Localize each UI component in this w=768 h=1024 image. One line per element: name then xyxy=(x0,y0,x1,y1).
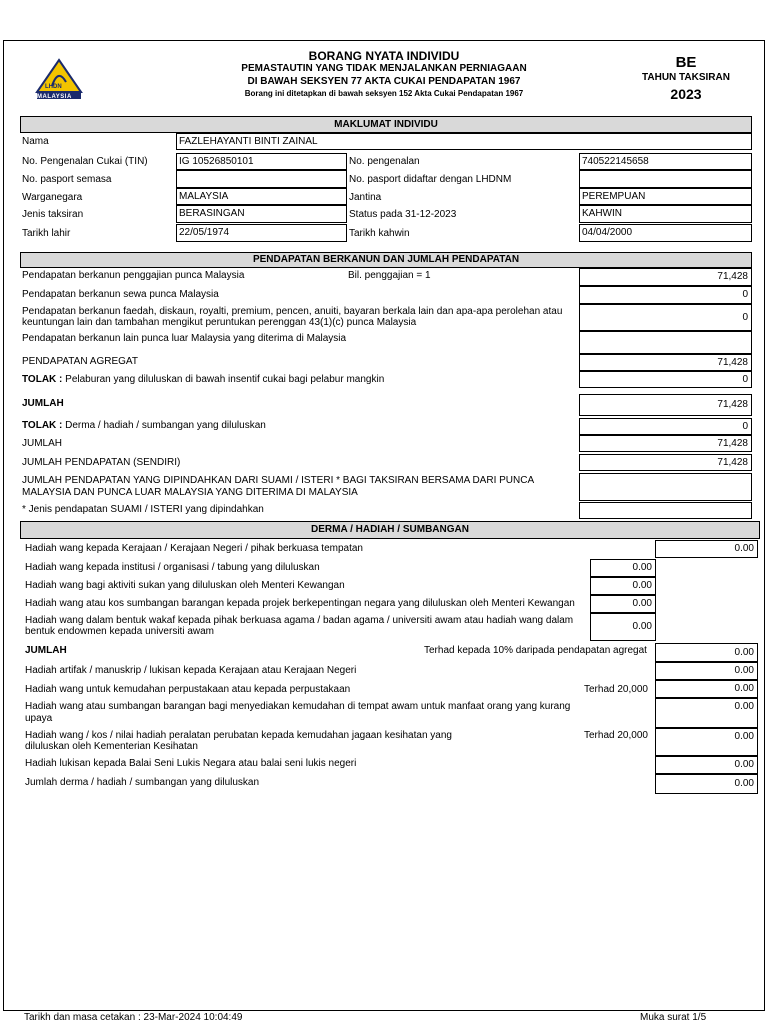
logo-text: LHDN xyxy=(45,84,62,90)
pendapatan-agregat-value: 71,428 xyxy=(579,354,752,371)
derma-lukisan-label: Hadiah lukisan kepada Balai Seni Lukis Negara atau balai seni lukis negeri xyxy=(25,758,357,769)
tolak-derma-label xyxy=(22,420,266,432)
jantina-label: Jantina xyxy=(349,192,382,203)
derma-institusi-label: Hadiah wang kepada institusi / organisasi / tabung yang diluluskan xyxy=(25,562,320,573)
derma-jumlah-note: Terhad kepada 10% daripada pendapatan agregat xyxy=(424,645,647,656)
pendapatan-sewa-value: 0 xyxy=(579,286,752,304)
kahwin-value: 04/04/2000 xyxy=(579,224,752,242)
form-subtitle-2: DI BAWAH SEKSYEN 77 AKTA CUKAI PENDAPATAN 1967 xyxy=(247,76,521,87)
jumlah-1-value: 71,428 xyxy=(579,394,752,416)
derma-artifak-value: 0.00 xyxy=(655,662,758,680)
section-header-maklumat: MAKLUMAT INDIVIDU xyxy=(20,116,752,133)
jenis-pindahan-value xyxy=(579,502,752,519)
tin-value: IG 10526850101 xyxy=(176,153,347,170)
pengenalan-label: No. pengenalan xyxy=(349,156,420,167)
taksiran-label: Jenis taksiran xyxy=(22,209,84,220)
jumlah-pindahan-value xyxy=(579,473,752,501)
jumlah-sendiri-label: JUMLAH PENDAPATAN (SENDIRI) xyxy=(22,457,181,468)
bil-penggajian: Bil. penggajian = 1 xyxy=(348,270,431,281)
status-label: Status pada 31-12-2023 xyxy=(349,209,457,220)
lahir-value: 22/05/1974 xyxy=(176,224,347,242)
derma-projek-value: 0.00 xyxy=(590,595,656,613)
pengenalan-value: 740522145658 xyxy=(579,153,752,170)
jumlah-2-label: JUMLAH xyxy=(22,438,63,449)
taksiran-value: BERASINGAN xyxy=(176,205,347,223)
pasport-label: No. pasport semasa xyxy=(22,174,112,185)
pasport-lhdn-value xyxy=(579,170,752,188)
derma-artifak-label: Hadiah artifak / manuskrip / lukisan kepada Kerajaan atau Kerajaan Negeri xyxy=(25,665,357,676)
jantina-value: PEREMPUAN xyxy=(579,188,752,205)
form-subtitle-3: Borang ini ditetapkan di bawah seksyen 152 Akta Cukai Pendapatan 1967 xyxy=(244,89,524,98)
tolak-derma-text: Derma / hadiah / sumbangan yang diluluskan xyxy=(62,420,266,431)
derma-institusi-value: 0.00 xyxy=(590,559,656,577)
print-timestamp: Tarikh dan masa cetakan : 23-Mar-2024 10:04:49 xyxy=(24,1012,243,1023)
lahir-label: Tarikh lahir xyxy=(22,228,71,239)
section-header-pendapatan: PENDAPATAN BERKANUN DAN JUMLAH PENDAPATAN xyxy=(20,252,752,268)
jumlah-sendiri-value: 71,428 xyxy=(579,454,752,471)
tolak-pelaburan-label xyxy=(22,374,384,386)
jenis-pindahan-label: * Jenis pendapatan SUAMI / ISTERI yang dipindahkan xyxy=(22,504,264,515)
pendapatan-faedah-label: Pendapatan berkanun faedah, diskaun, royalti, premium, pencen, anuiti, bayaran berkala lain dan apa-apa perolehan atau keuntungan lain dan tambahan mengikut peruntukan perenggan 43(1)(c) punca Malaysia xyxy=(22,306,563,328)
derma-sukan-label: Hadiah wang bagi aktiviti sukan yang diluluskan oleh Menteri Kewangan xyxy=(25,580,345,591)
status-value: KAHWIN xyxy=(579,205,752,223)
derma-kerajaan-value: 0.00 xyxy=(655,540,758,558)
tolak-derma-value: 0 xyxy=(579,418,752,435)
derma-oku-value: 0.00 xyxy=(655,698,758,728)
form-subtitle-1: PEMASTAUTIN YANG TIDAK MENJALANKAN PERNIAGAAN xyxy=(241,63,527,74)
derma-oku-label: Hadiah wang atau sumbangan barangan bagi menyediakan kemudahan di tempat awam untuk manfaat orang yang kurang upaya xyxy=(25,701,571,724)
derma-kerajaan-label: Hadiah wang kepada Kerajaan / Kerajaan Negeri / pihak berkuasa tempatan xyxy=(25,543,363,554)
kahwin-label: Tarikh kahwin xyxy=(349,228,410,239)
jumlah-1-label: JUMLAH xyxy=(22,398,64,409)
derma-sukan-value: 0.00 xyxy=(590,577,656,595)
tin-label: No. Pengenalan Cukai (TIN) xyxy=(22,156,148,167)
derma-jumlah-value: 0.00 xyxy=(655,643,758,662)
pendapatan-luar-value xyxy=(579,331,752,354)
jumlah-pindahan-label: JUMLAH PENDAPATAN YANG DIPINDAHKAN DARI SUAMI / ISTERI * BAGI TAKSIRAN BERSAMA DARI PUNCA MALAYSIA DAN PUNCA LUAR MALAYSIA YANG DITERIMA DI MALAYSIA xyxy=(22,475,534,498)
nama-value: FAZLEHAYANTI BINTI ZAINAL xyxy=(176,133,752,150)
derma-perubatan-value: 0.00 xyxy=(655,728,758,756)
tolak-keyword-2: TOLAK : xyxy=(22,420,63,431)
pendapatan-agregat-label: PENDAPATAN AGREGAT xyxy=(22,356,138,367)
pendapatan-penggajian-value: 71,428 xyxy=(579,268,752,286)
logo-subtext: MALAYSIA xyxy=(37,94,72,100)
derma-perpustakaan-value: 0.00 xyxy=(655,680,758,698)
derma-perpustakaan-note: Terhad 20,000 xyxy=(584,684,648,695)
section-header-derma: DERMA / HADIAH / SUMBANGAN xyxy=(20,521,760,539)
derma-jumlah-label: JUMLAH xyxy=(25,645,67,656)
pasport-value xyxy=(176,170,347,188)
pendapatan-sewa-label: Pendapatan berkanun sewa punca Malaysia xyxy=(22,289,219,300)
tolak-pelaburan-text: Pelaburan yang diluluskan di bawah insentif cukai bagi pelabur mangkin xyxy=(62,374,385,385)
derma-perubatan-note: Terhad 20,000 xyxy=(584,730,648,741)
pendapatan-penggajian-label: Pendapatan berkanun penggajian punca Malaysia xyxy=(22,270,245,281)
pendapatan-faedah-value: 0 xyxy=(579,304,752,331)
derma-wakaf-label: Hadiah wang dalam bentuk wakaf kepada pihak berkuasa agama / badan agama / universiti awam atau hadiah wang dalam bentuk endowmen kepada universiti awam xyxy=(25,615,574,637)
warganegara-label: Warganegara xyxy=(22,192,83,203)
derma-jumlah-lulus-value: 0.00 xyxy=(655,774,758,794)
derma-lukisan-value: 0.00 xyxy=(655,756,758,774)
page-number: Muka surat 1/5 xyxy=(640,1012,707,1023)
tolak-keyword: TOLAK : xyxy=(22,374,63,385)
derma-wakaf-value: 0.00 xyxy=(590,613,656,641)
assessment-year: 2023 xyxy=(670,86,702,102)
derma-perubatan-label: Hadiah wang / kos / nilai hadiah peralatan perubatan kepada kemudahan jagaan kesihatan yang diluluskan oleh Kementerian Kesihatan xyxy=(25,730,452,752)
warganegara-value: MALAYSIA xyxy=(176,188,347,205)
nama-label: Nama xyxy=(22,136,49,147)
derma-perpustakaan-label: Hadiah wang untuk kemudahan perpustakaan atau kepada perpustakaan xyxy=(25,684,351,695)
form-code: BE xyxy=(675,54,697,71)
jumlah-2-value: 71,428 xyxy=(579,435,752,452)
year-label: TAHUN TAKSIRAN xyxy=(642,72,730,83)
form-title: BORANG NYATA INDIVIDU xyxy=(308,49,460,63)
derma-jumlah-lulus-label: Jumlah derma / hadiah / sumbangan yang diluluskan xyxy=(25,777,260,788)
tolak-pelaburan-value: 0 xyxy=(579,371,752,388)
pendapatan-luar-label: Pendapatan berkanun lain punca luar Malaysia yang diterima di Malaysia xyxy=(22,333,347,344)
derma-projek-label: Hadiah wang atau kos sumbangan barangan kepada projek berkepentingan negara yang diluluskan oleh Menteri Kewangan xyxy=(25,598,575,609)
pasport-lhdn-label: No. pasport didaftar dengan LHDNM xyxy=(349,174,512,185)
